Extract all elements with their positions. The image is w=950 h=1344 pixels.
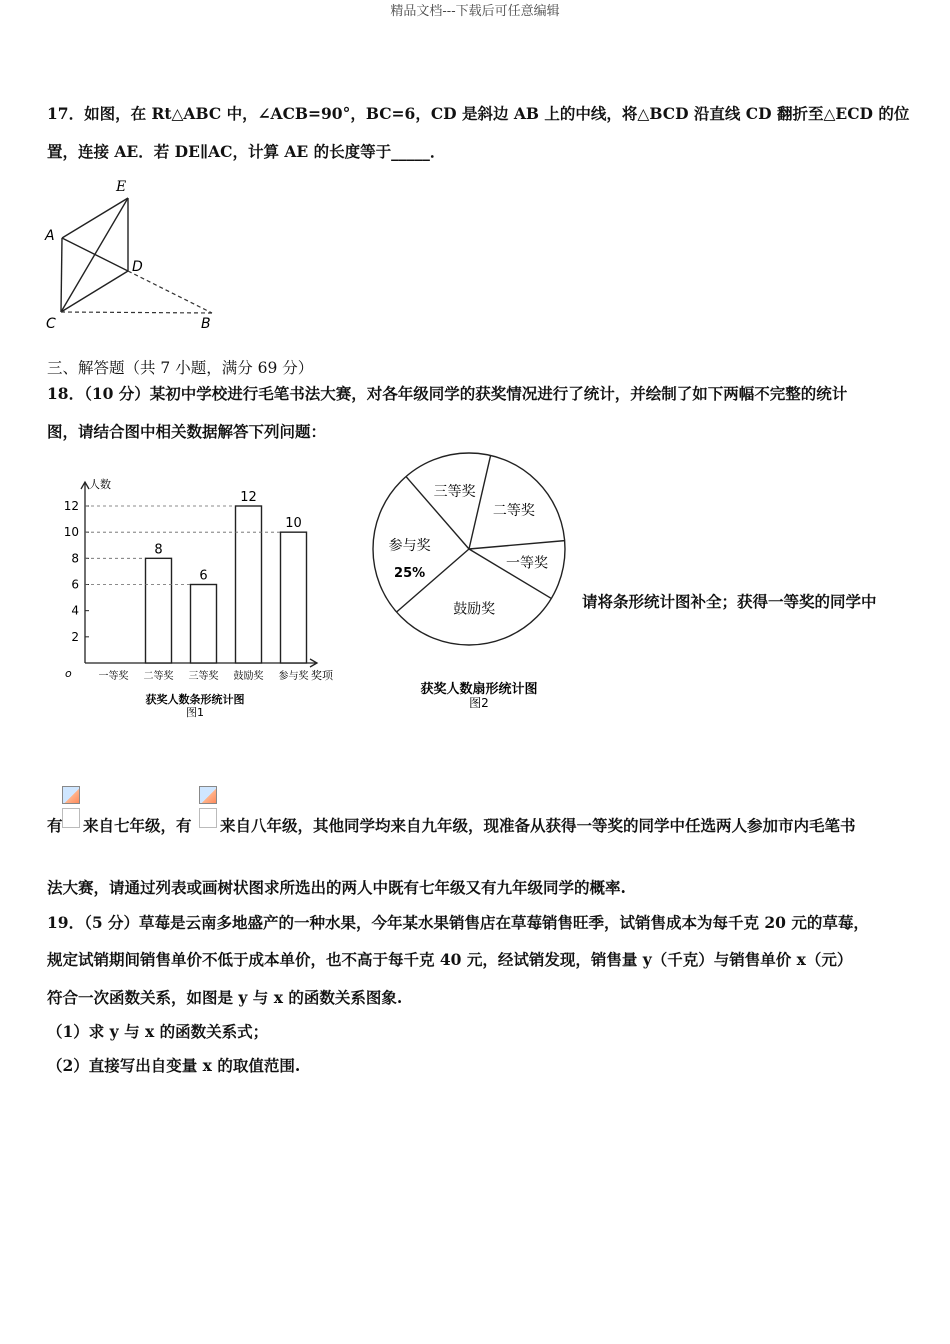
bar-三等奖 <box>191 585 217 664</box>
q18-line1: 18．（10 分）某初中学校进行毛笔书法大赛，对各年级同学的获奖情况进行了统计，并绘制了如下两幅不完整的统计 <box>47 384 848 403</box>
y-tick-label: 10 <box>63 525 79 540</box>
q18-line3-end: 来自八年级，其他同学均来自九年级，现准备从获得一等奖的同学中任选两人参加市内毛笔书 <box>220 816 856 835</box>
segment-CD <box>61 271 128 312</box>
pie-slice-label: 参与奖 <box>388 537 431 554</box>
x-tick-label: 二等奖 <box>143 671 174 682</box>
label-E: E <box>116 179 127 195</box>
q19-part1: （1）求 y 与 x 的函数关系式； <box>47 1022 269 1041</box>
q17-geometry-figure <box>40 176 230 336</box>
pie-slice-label: 三等奖 <box>433 484 476 501</box>
label-A: A <box>45 228 55 244</box>
q18-line2: 图，请结合图中相关数据解答下列问题： <box>47 422 327 441</box>
broken-image-icon <box>199 786 217 826</box>
x-axis-label: 奖项 <box>311 669 333 682</box>
pie-chart <box>365 448 580 708</box>
x-tick-label: 鼓励奖 <box>233 671 264 682</box>
y-tick-label: 6 <box>71 577 79 592</box>
q19-line1: 19．（5 分）草莓是云南多地盛产的一种水果，今年某水果销售店在草莓销售旺季，试销售成本为每千克 20 元的草莓， <box>47 913 869 932</box>
bar-chart-title: 获奖人数条形统计图 <box>145 693 245 706</box>
bar-二等奖 <box>146 558 172 663</box>
segment-CB <box>61 312 212 313</box>
bar-chart <box>55 470 355 720</box>
section-title: 三、解答题（共 7 小题，满分 69 分） <box>47 359 314 377</box>
pie-chart-title: 获奖人数扇形统计图 <box>420 682 538 697</box>
segment-DB <box>128 271 212 313</box>
bar-value-label: 12 <box>240 490 257 505</box>
pie-slice-label: 一等奖 <box>505 555 548 572</box>
q17-line2: 置，连接 AE．若 DE∥AC，计算 AE 的长度等于_____． <box>47 142 446 161</box>
pie-chart-subtitle: 图2 <box>469 696 489 708</box>
y-tick-label: 12 <box>63 499 79 513</box>
q18-line4: 法大赛，请通过列表或画树状图求所选出的两人中既有七年级又有九年级同学的概率. <box>47 878 626 897</box>
y-tick-label: 4 <box>71 603 79 618</box>
label-B: B <box>201 316 211 332</box>
bar-value-label: 10 <box>285 516 302 532</box>
origin-label: o <box>65 667 72 680</box>
y-axis-label: 人数 <box>89 478 111 491</box>
broken-image-icon <box>62 786 80 826</box>
segment-AC <box>61 238 62 312</box>
segment-EC <box>61 198 128 312</box>
y-tick-label: 2 <box>71 629 79 644</box>
bar-chart-subtitle: 图1 <box>186 706 204 719</box>
bar-参与奖 <box>281 532 307 663</box>
image-placeholder-icon <box>199 786 217 804</box>
q18-line3-mid: 来自七年级，有 <box>83 816 192 835</box>
q19-line3: 符合一次函数关系，如图是 y 与 x 的函数关系图象. <box>47 988 403 1007</box>
image-placeholder-box <box>62 808 80 828</box>
bar-鼓励奖 <box>236 506 262 663</box>
x-tick-label: 一等奖 <box>98 671 129 682</box>
q19-part2: （2）直接写出自变量 x 的取值范围. <box>47 1056 301 1075</box>
label-C: C <box>46 316 56 332</box>
image-placeholder-icon <box>62 786 80 804</box>
image-placeholder-box <box>199 808 217 828</box>
pie-percent-label: 25% <box>394 565 426 581</box>
pie-slice-label: 二等奖 <box>492 502 535 519</box>
x-tick-label: 三等奖 <box>188 671 219 682</box>
q19-line2: 规定试销期间销售单价不低于成本单价，也不高于每千克 40 元，经试销发现，销售量 y（千克）与销售单价 x（元） <box>47 950 853 969</box>
q18-side-text: 请将条形统计图补全；获得一等奖的同学中 <box>582 592 877 611</box>
q17-line1: 17．如图，在 Rt△ABC 中，∠ACB=90°，BC=6，CD 是斜边 AB 上的中线，将△BCD 沿直线 CD 翻折至△ECD 的位 <box>47 104 910 123</box>
q18-line3-start: 有 <box>47 816 63 835</box>
bar-value-label: 8 <box>154 542 163 558</box>
page-header: 精品文档---下载后可任意编辑 <box>390 4 560 19</box>
label-D: D <box>132 259 143 275</box>
pie-slice-label: 鼓励奖 <box>453 601 496 618</box>
y-tick-label: 8 <box>71 551 79 566</box>
x-tick-label: 参与奖 <box>278 671 309 682</box>
segment-AE <box>62 198 128 238</box>
bar-value-label: 6 <box>199 568 208 584</box>
